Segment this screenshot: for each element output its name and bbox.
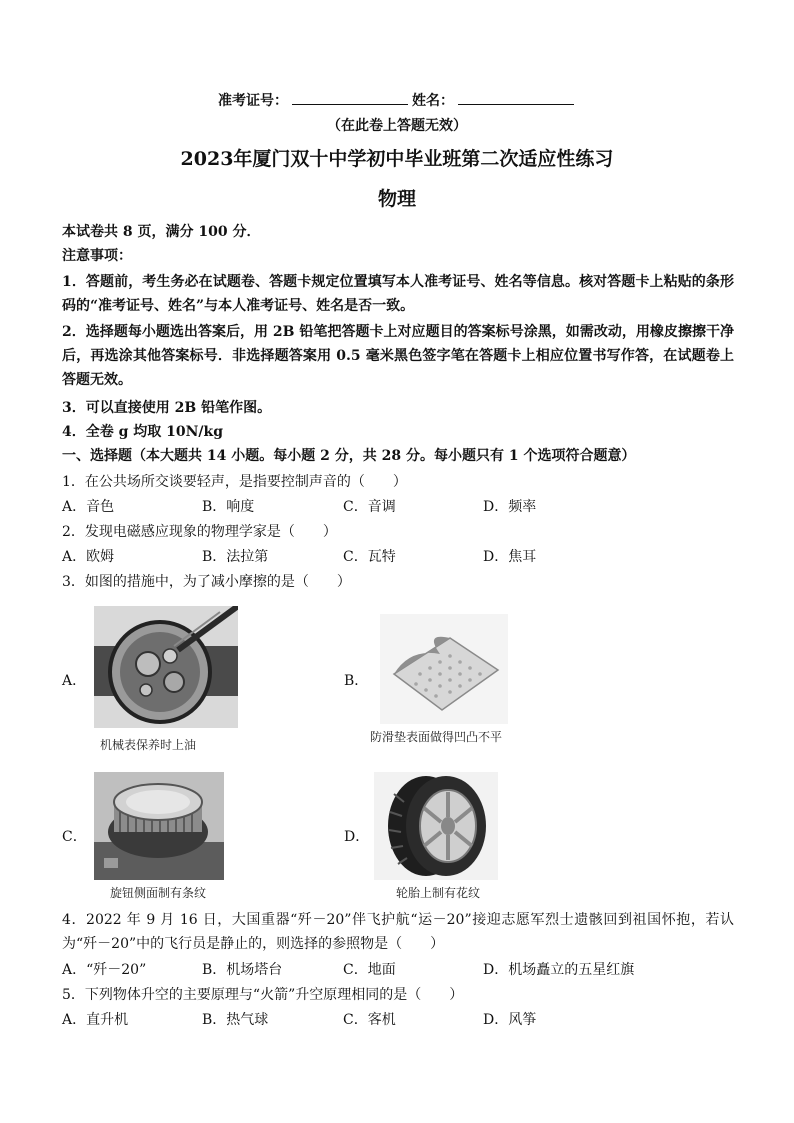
subject-title: 物理 <box>377 188 416 210</box>
watch-oiling-photo-icon <box>94 606 238 728</box>
question-4-option-b: B．机场塔台 <box>202 962 283 978</box>
name-label: 姓名： <box>412 93 454 109</box>
question-2-option-a: A．欧姆 <box>62 549 115 565</box>
question-5-option-c: C．客机 <box>343 1012 396 1028</box>
name-blank[interactable] <box>458 90 574 105</box>
figure-d-label: D． <box>344 829 370 845</box>
question-1-option-d: D．频率 <box>483 499 537 515</box>
figure-d-caption: 轮胎上制有花纹 <box>396 886 481 900</box>
question-1-stem: 1．在公共场所交谈要轻声，是指要控制声音的（ ） <box>62 474 407 490</box>
question-3-stem: 3．如图的措施中，为了减小摩擦的是（ ） <box>62 574 351 590</box>
figure-a-caption: 机械表保养时上油 <box>100 738 197 752</box>
question-2-option-c: C．瓦特 <box>343 549 396 565</box>
question-2-option-b: B．法拉第 <box>202 549 269 565</box>
exam-id-line <box>218 90 578 111</box>
notice-2: 2．选择题每小题选出答案后，用 2B 铅笔把答题卡上对应题目的答案标号涂黑，如需改动，用橡皮擦擦干净后，再选涂其他答案标号．非选择题答案用 0.5 毫米黑色签字笔在答题卡上相应位置书写作答，在试题卷上答题无效。 <box>62 324 734 388</box>
figure-b-label: B． <box>344 673 369 689</box>
page-title: 2023年厦门双十中学初中毕业班第二次适应性练习 <box>180 148 614 170</box>
question-1-options <box>62 497 742 517</box>
question-4-option-c: C．地面 <box>343 962 396 978</box>
question-5-stem: 5．下列物体升空的主要原理与“火箭”升空原理相同的是（ ） <box>62 987 464 1003</box>
question-4-stem: 4．2022 年 9 月 16 日，大国重器“歼－20”伴飞护航“运－20”接迎志愿军烈士遗骸回到祖国怀抱，若认为“歼－20”中的飞行员是静止的，则选择的参照物是（ ） <box>62 912 734 952</box>
question-1-option-b: B．响度 <box>202 499 255 515</box>
question-1-option-a: A．音色 <box>62 499 115 515</box>
exam-id-blank[interactable] <box>292 90 408 105</box>
question-5-option-a: A．直升机 <box>62 1012 129 1028</box>
notice-3: 3．可以直接使用 2B 铅笔作图。 <box>62 400 272 416</box>
question-2-options <box>62 547 742 567</box>
figure-b-caption: 防滑垫表面做得凹凸不平 <box>370 730 503 744</box>
notice-4: 4．全卷 g 均取 10N/kg <box>62 424 224 440</box>
page-count: 本试卷共 8 页，满分 100 分． <box>62 224 261 240</box>
question-1-option-c: C．音调 <box>343 499 396 515</box>
question-5-option-d: D．风筝 <box>483 1012 537 1028</box>
question-4-option-a: A．“歼－20” <box>62 962 147 978</box>
section-heading: 一、选择题（本大题共 14 小题。每小题 2 分，共 28 分。每小题只有 1 个选项符合题意） <box>62 448 636 464</box>
notice-heading: 注意事项： <box>62 248 132 264</box>
question-5-option-b: B．热气球 <box>202 1012 269 1028</box>
question-4-options <box>62 960 742 980</box>
invalid-note: （在此卷上答题无效） <box>327 118 467 134</box>
question-4-option-d: D．机场矗立的五星红旗 <box>483 962 635 978</box>
knob-photo-icon <box>94 772 224 880</box>
figure-c-label: C． <box>62 829 87 845</box>
tire-photo-icon <box>374 772 498 880</box>
figure-a-label: A． <box>62 673 87 689</box>
anti-slip-mat-photo-icon <box>380 614 508 724</box>
question-2-option-d: D．焦耳 <box>483 549 537 565</box>
question-2-stem: 2．发现电磁感应现象的物理学家是（ ） <box>62 524 337 540</box>
exam-id-label: 准考证号： <box>218 93 288 109</box>
notice-1: 1．答题前，考生务必在试题卷、答题卡规定位置填写本人准考证号、姓名等信息。核对答题卡上粘贴的条形码的“准考证号、姓名”与本人准考证号、姓名是否一致。 <box>62 274 734 314</box>
question-5-options <box>62 1010 742 1030</box>
figure-c-caption: 旋钮侧面制有条纹 <box>110 886 207 900</box>
